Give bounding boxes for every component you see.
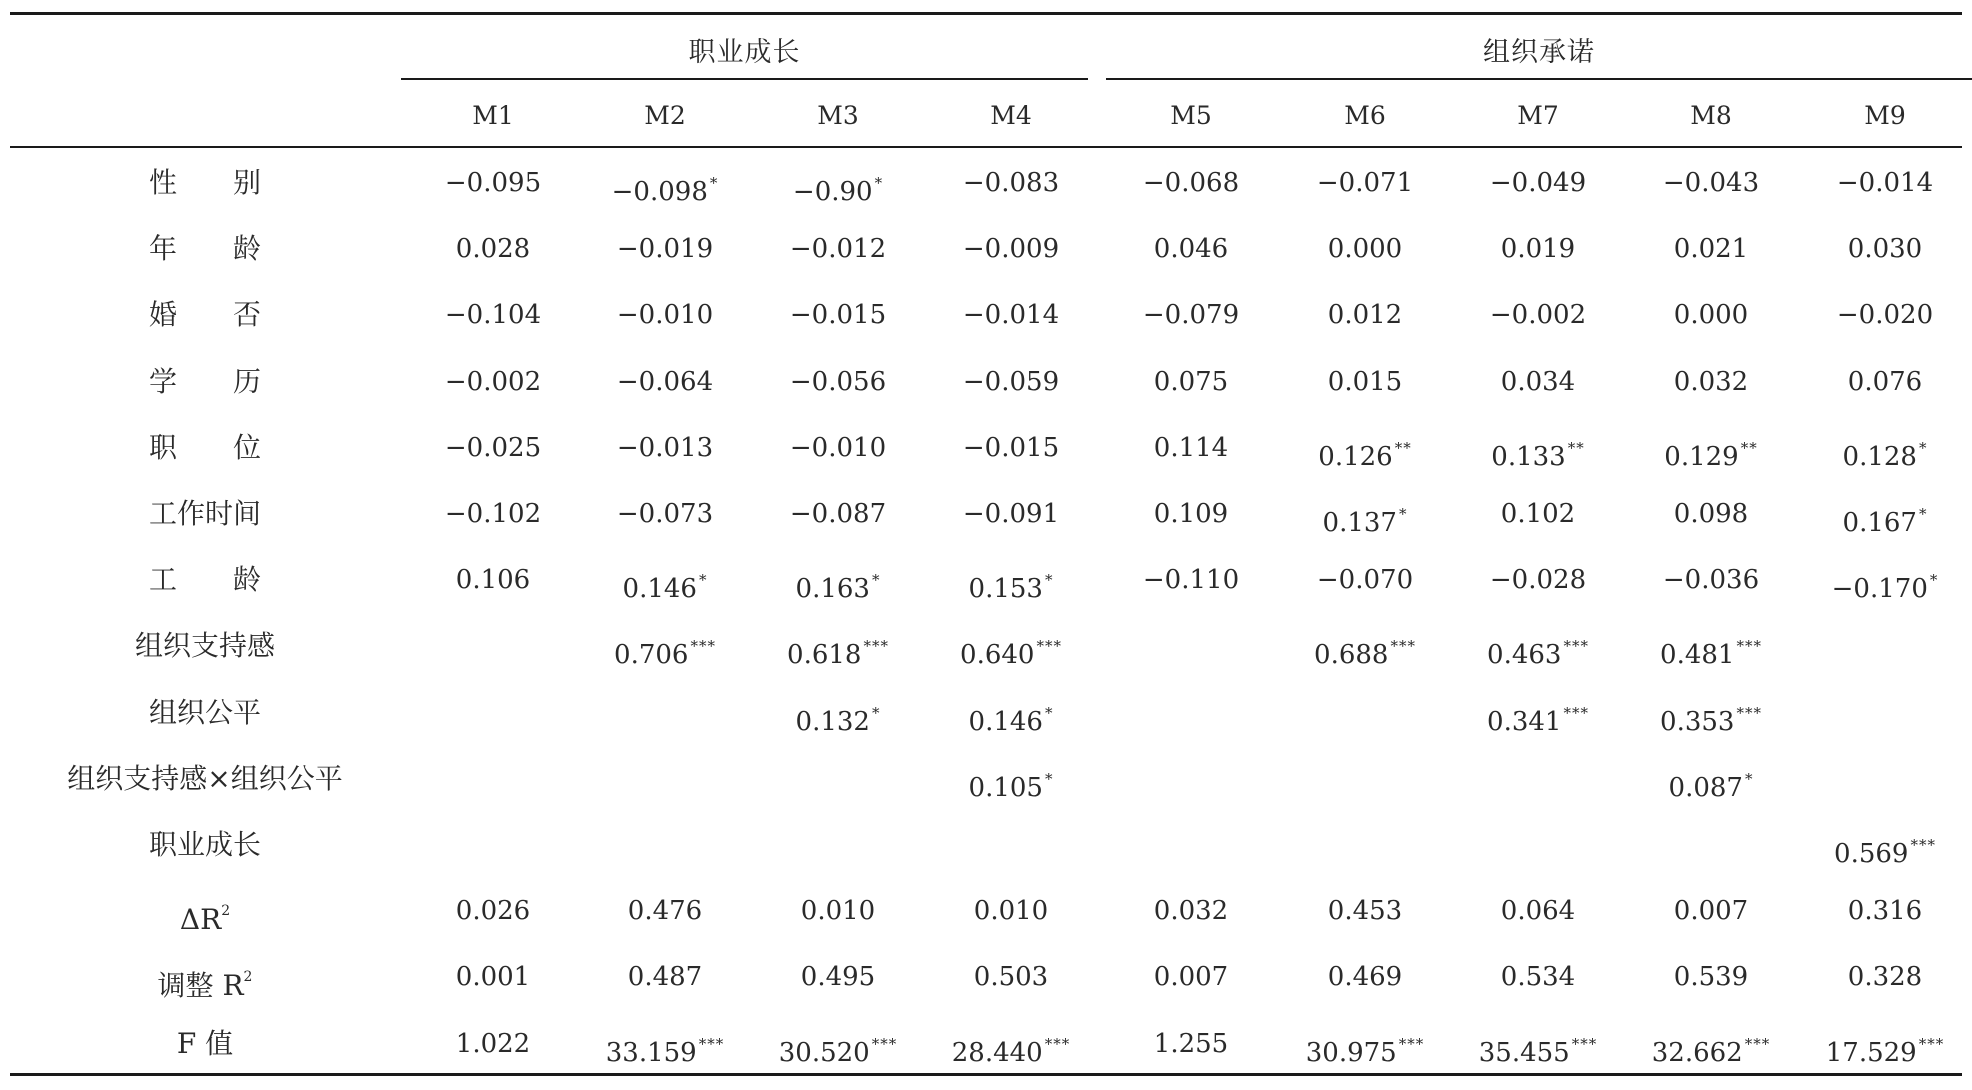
cell-value: 0.688 [1314, 640, 1389, 671]
row-label [30, 494, 380, 534]
cell-value: 0.034 [1500, 366, 1576, 397]
cell-value: 0.618 [787, 640, 862, 671]
header-rule [10, 146, 1962, 148]
cell-value: 0.341 [1487, 706, 1562, 737]
table-cell-m8 [1626, 494, 1796, 534]
table-cell-m8 [1626, 759, 1796, 808]
table-cell-m8 [1626, 428, 1796, 477]
table-cell-m8 [1626, 295, 1796, 335]
table-cell-m3 [753, 295, 923, 335]
cell-value: −0.049 [1489, 168, 1587, 198]
table-cell-m2 [580, 891, 750, 931]
row-label [30, 891, 380, 940]
row-label [30, 957, 380, 1006]
cell-value: 28.440 [951, 1037, 1043, 1068]
row-label-text: ΔR [179, 903, 222, 937]
cell-value: −0.068 [1142, 168, 1240, 198]
table-cell-m4 [926, 428, 1096, 468]
cell-value: 0.032 [1673, 366, 1749, 397]
table-cell-m3 [753, 362, 923, 402]
row-label [30, 825, 380, 865]
table-cell-m8 [1626, 229, 1796, 269]
table-cell-m4 [926, 891, 1096, 931]
table-cell-m4 [926, 295, 1096, 335]
table-cell-m9 [1800, 494, 1970, 543]
cell-value: −0.019 [616, 234, 714, 265]
cell-value: −0.070 [1316, 565, 1414, 596]
significance-marker: *** [1744, 1034, 1771, 1053]
cell-value: 0.353 [1660, 706, 1735, 737]
cell-value: −0.073 [616, 499, 714, 529]
significance-marker: *** [1563, 703, 1589, 722]
cell-value: 33.159 [605, 1037, 697, 1068]
table-cell-m4 [926, 494, 1096, 534]
cell-value: 0.146 [622, 574, 697, 605]
row-label-text: 职 位 [148, 430, 261, 464]
significance-marker: * [871, 703, 881, 722]
cell-value: 0.098 [1673, 499, 1749, 529]
table-cell-m5 [1106, 494, 1276, 534]
cell-value: 0.106 [455, 565, 531, 596]
cell-value: 0.129 [1664, 441, 1739, 472]
table-cell-m4 [926, 957, 1096, 997]
table-cell-m8 [1626, 362, 1796, 402]
column-header-m6: M6 [1344, 101, 1386, 130]
column-header-m8: M8 [1690, 101, 1732, 130]
table-cell-m5 [1106, 229, 1276, 269]
table-cell-m6 [1280, 163, 1450, 203]
cell-value: −0.056 [789, 366, 887, 397]
significance-marker: *** [1390, 637, 1416, 656]
cell-value: 0.076 [1847, 366, 1923, 397]
significance-marker: * [1744, 769, 1754, 788]
cell-value: 17.529 [1825, 1037, 1917, 1068]
table-cell-m3 [753, 693, 923, 742]
row-label-superscript: 2 [221, 903, 231, 920]
cell-value: 0.007 [1153, 962, 1229, 993]
table-cell-m6 [1280, 891, 1450, 931]
cell-value: −0.071 [1316, 168, 1414, 198]
table-cell-m1 [408, 560, 578, 600]
table-cell-m6 [1280, 428, 1450, 477]
table-cell-m8 [1626, 1024, 1796, 1073]
row-label-text: F 值 [176, 1026, 234, 1060]
table-cell-m4 [926, 362, 1096, 402]
significance-marker: * [871, 571, 881, 590]
cell-value: −0.064 [616, 366, 714, 397]
table-cell-m3 [753, 494, 923, 534]
row-label-text: 工作时间 [148, 497, 261, 530]
table-row [0, 229, 1972, 295]
significance-marker: *** [698, 1034, 725, 1053]
cell-value: 0.481 [1660, 640, 1735, 671]
row-label [30, 362, 380, 402]
table-cell-m6 [1280, 362, 1450, 402]
cell-value: 0.126 [1318, 441, 1393, 472]
group-header-org-commitment: 组织承诺 [1483, 37, 1595, 68]
cell-value: −0.083 [962, 168, 1060, 198]
table-cell-m5 [1106, 362, 1276, 402]
cell-value: −0.002 [444, 366, 542, 397]
table-cell-m6 [1280, 229, 1450, 269]
table-row [0, 295, 1972, 361]
cell-value: −0.059 [962, 366, 1060, 397]
table-cell-m7 [1453, 560, 1623, 600]
table-cell-m7 [1453, 362, 1623, 402]
table-cell-m2 [580, 163, 750, 212]
table-cell-m9 [1800, 825, 1970, 874]
table-cell-m9 [1800, 229, 1970, 269]
row-label [30, 295, 380, 335]
group-rule-org-commitment [1106, 78, 1972, 80]
table-cell-m5 [1106, 428, 1276, 468]
significance-marker: *** [1036, 637, 1062, 656]
table-cell-m1 [408, 494, 578, 534]
cell-value: −0.025 [444, 432, 542, 463]
group-header-career-growth: 职业成长 [688, 37, 801, 68]
cell-value: 0.146 [968, 706, 1043, 737]
significance-marker: *** [863, 637, 889, 656]
cell-value: 0.569 [1834, 839, 1909, 869]
row-label-text: 性 别 [148, 166, 261, 199]
table-cell-m8 [1626, 957, 1796, 997]
significance-marker: *** [1736, 703, 1762, 722]
significance-marker: ** [1740, 438, 1758, 457]
cell-value: 0.064 [1500, 896, 1576, 927]
cell-value: −0.043 [1662, 168, 1760, 198]
cell-value: −0.002 [1489, 300, 1587, 331]
row-label-text: 婚 否 [148, 298, 261, 332]
table-cell-m9 [1800, 163, 1970, 203]
table-cell-m6 [1280, 626, 1450, 675]
significance-marker: *** [871, 1034, 898, 1053]
cell-value: 0.167 [1842, 508, 1917, 538]
table-cell-m8 [1626, 891, 1796, 931]
table-cell-m9 [1800, 891, 1970, 931]
table-cell-m3 [753, 957, 923, 997]
column-header-m4: M4 [990, 101, 1032, 130]
significance-marker: *** [1910, 836, 1936, 854]
row-label [30, 229, 380, 269]
cell-value: 0.114 [1153, 432, 1229, 463]
row-label-superscript: 2 [243, 969, 253, 986]
cell-value: 0.019 [1500, 234, 1576, 265]
cell-value: 0.153 [968, 574, 1043, 605]
table-row [0, 891, 1972, 957]
table-cell-m5 [1106, 560, 1276, 600]
table-cell-m7 [1453, 428, 1623, 477]
table-row [0, 428, 1972, 494]
significance-marker: * [874, 174, 884, 192]
significance-marker: *** [1736, 637, 1762, 656]
table-row [0, 163, 1972, 229]
table-cell-m2 [580, 494, 750, 534]
table-cell-m1 [408, 957, 578, 997]
top-rule [10, 12, 1962, 15]
row-label-text: 学 历 [148, 364, 261, 398]
row-label-text: 组织支持感×组织公平 [67, 761, 343, 795]
table-cell-m8 [1626, 163, 1796, 203]
cell-value: 0.463 [1487, 640, 1562, 671]
significance-marker: *** [1398, 1034, 1425, 1053]
row-label [30, 1024, 380, 1064]
significance-marker: * [1918, 505, 1928, 523]
table-cell-m4 [926, 693, 1096, 742]
significance-marker: * [1044, 769, 1054, 788]
cell-value: 0.453 [1327, 896, 1403, 927]
cell-value: 0.534 [1500, 962, 1576, 993]
table-row [0, 957, 1972, 1023]
significance-marker: *** [690, 637, 716, 656]
row-label [30, 693, 380, 733]
table-cell-m6 [1280, 1024, 1450, 1073]
table-cell-m3 [753, 891, 923, 931]
table-cell-m5 [1106, 1024, 1276, 1064]
table-cell-m8 [1626, 560, 1796, 600]
row-label-text: 工 龄 [148, 563, 261, 597]
cell-value: 0.046 [1153, 234, 1229, 265]
table-cell-m9 [1800, 362, 1970, 402]
table-cell-m7 [1453, 891, 1623, 931]
group-rule-career-growth [401, 78, 1088, 80]
cell-value: 0.010 [800, 896, 876, 927]
row-label-text: 职业成长 [148, 828, 261, 861]
significance-marker: * [1044, 703, 1054, 722]
significance-marker: *** [1563, 637, 1589, 656]
table-cell-m3 [753, 163, 923, 212]
column-header-m3: M3 [817, 101, 859, 130]
significance-marker: * [709, 174, 719, 192]
table-cell-m7 [1453, 957, 1623, 997]
cell-value: 0.163 [795, 574, 870, 605]
row-label [30, 163, 380, 203]
cell-value: 0.487 [627, 962, 703, 993]
table-cell-m9 [1800, 957, 1970, 997]
cell-value: 0.010 [973, 896, 1049, 927]
cell-value: −0.015 [789, 300, 887, 331]
cell-value: −0.015 [962, 432, 1060, 463]
row-label [30, 428, 380, 468]
table-cell-m2 [580, 362, 750, 402]
cell-value: 0.132 [795, 706, 870, 737]
table-cell-m3 [753, 428, 923, 468]
table-cell-m2 [580, 428, 750, 468]
cell-value: 0.316 [1847, 896, 1923, 927]
table-cell-m7 [1453, 229, 1623, 269]
table-cell-m8 [1626, 693, 1796, 742]
table-cell-m7 [1453, 494, 1623, 534]
table-cell-m5 [1106, 295, 1276, 335]
significance-marker: *** [1044, 1034, 1071, 1053]
table-cell-m2 [580, 957, 750, 997]
row-label-text: 组织支持感 [134, 629, 275, 663]
cell-value: 0.032 [1153, 896, 1229, 927]
row-label-text: 年 龄 [148, 232, 261, 266]
table-cell-m6 [1280, 957, 1450, 997]
table-cell-m9 [1800, 295, 1970, 335]
table-cell-m6 [1280, 560, 1450, 600]
significance-marker: *** [1918, 1034, 1945, 1053]
table-cell-m3 [753, 1024, 923, 1073]
cell-value: 0.026 [455, 896, 531, 927]
table-cell-m7 [1453, 626, 1623, 675]
table-cell-m9 [1800, 428, 1970, 477]
cell-value: −0.036 [1662, 565, 1760, 596]
cell-value: −0.087 [789, 499, 887, 529]
table-cell-m1 [408, 163, 578, 203]
cell-value: 35.455 [1478, 1037, 1570, 1068]
table-cell-m2 [580, 229, 750, 269]
cell-value: 0.495 [800, 962, 876, 993]
cell-value: −0.014 [1836, 168, 1934, 198]
cell-value: 0.503 [973, 962, 1049, 993]
cell-value: 0.128 [1842, 441, 1917, 472]
table-row [0, 626, 1972, 692]
significance-marker: * [1929, 571, 1939, 590]
cell-value: 0.640 [960, 640, 1035, 671]
cell-value: −0.028 [1489, 565, 1587, 596]
column-header-m1: M1 [472, 101, 514, 130]
table-cell-m5 [1106, 891, 1276, 931]
table-row [0, 693, 1972, 759]
table-cell-m5 [1106, 957, 1276, 997]
table-cell-m3 [753, 229, 923, 269]
cell-value: −0.098 [611, 177, 708, 207]
table-cell-m6 [1280, 494, 1450, 543]
table-cell-m4 [926, 1024, 1096, 1073]
table-cell-m3 [753, 626, 923, 675]
table-cell-m5 [1106, 163, 1276, 203]
table-cell-m4 [926, 626, 1096, 675]
table-cell-m7 [1453, 693, 1623, 742]
cell-value: −0.012 [789, 234, 887, 265]
table-cell-m4 [926, 163, 1096, 203]
significance-marker: * [1044, 571, 1054, 590]
table-cell-m4 [926, 560, 1096, 609]
table-cell-m7 [1453, 163, 1623, 203]
table-cell-m8 [1626, 626, 1796, 675]
cell-value: 0.012 [1327, 300, 1403, 331]
table-cell-m2 [580, 560, 750, 609]
table-row [0, 362, 1972, 428]
cell-value: 0.476 [627, 896, 703, 927]
cell-value: −0.90 [792, 177, 873, 207]
cell-value: −0.020 [1836, 300, 1934, 331]
table-cell-m3 [753, 560, 923, 609]
cell-value: 1.255 [1153, 1028, 1229, 1059]
table-cell-m2 [580, 295, 750, 335]
table-cell-m2 [580, 626, 750, 675]
cell-value: 0.000 [1327, 234, 1403, 265]
table-row [0, 494, 1972, 560]
cell-value: 0.137 [1322, 508, 1397, 538]
cell-value: 0.087 [1668, 772, 1743, 803]
cell-value: 0.102 [1500, 499, 1576, 529]
significance-marker: * [1398, 505, 1408, 523]
table-cell-m1 [408, 428, 578, 468]
column-header-m9: M9 [1864, 101, 1906, 130]
table-cell-m1 [408, 229, 578, 269]
cell-value: −0.010 [616, 300, 714, 331]
row-label-text: 调整 R [157, 969, 244, 1003]
cell-value: 0.030 [1847, 234, 1923, 265]
cell-value: −0.110 [1142, 565, 1240, 596]
row-label [30, 560, 380, 600]
significance-marker: ** [1567, 438, 1585, 457]
cell-value: 0.000 [1673, 300, 1749, 331]
cell-value: 0.028 [455, 234, 531, 265]
cell-value: 30.520 [778, 1037, 870, 1068]
column-header-m5: M5 [1170, 101, 1212, 130]
row-label-text: 组织公平 [148, 695, 261, 729]
table-row [0, 825, 1972, 891]
cell-value: −0.095 [444, 168, 542, 198]
cell-value: −0.170 [1831, 574, 1928, 605]
cell-value: −0.014 [962, 300, 1060, 331]
table-cell-m6 [1280, 295, 1450, 335]
cell-value: 0.539 [1673, 962, 1749, 993]
cell-value: −0.010 [789, 432, 887, 463]
cell-value: 0.007 [1673, 896, 1749, 927]
cell-value: 0.469 [1327, 962, 1403, 993]
table-cell-m2 [580, 1024, 750, 1073]
cell-value: 30.975 [1305, 1037, 1397, 1068]
significance-marker: * [698, 571, 708, 590]
table-cell-m1 [408, 1024, 578, 1064]
table-cell-m9 [1800, 1024, 1970, 1073]
cell-value: 0.021 [1673, 234, 1749, 265]
cell-value: 32.662 [1651, 1037, 1743, 1068]
cell-value: −0.013 [616, 432, 714, 463]
table-cell-m9 [1800, 560, 1970, 609]
significance-marker: * [1918, 438, 1928, 457]
table-cell-m4 [926, 229, 1096, 269]
table-cell-m7 [1453, 295, 1623, 335]
row-label [30, 759, 380, 799]
cell-value: 0.075 [1153, 366, 1229, 397]
significance-marker: ** [1394, 438, 1412, 457]
cell-value: 0.001 [455, 962, 531, 993]
bottom-rule [10, 1073, 1962, 1076]
table-row [0, 560, 1972, 626]
cell-value: 0.105 [968, 772, 1043, 803]
cell-value: 0.109 [1153, 499, 1229, 529]
cell-value: 0.133 [1491, 441, 1566, 472]
table-cell-m4 [926, 759, 1096, 808]
cell-value: 0.015 [1327, 366, 1403, 397]
cell-value: 1.022 [455, 1028, 531, 1059]
cell-value: 0.706 [614, 640, 689, 671]
table-cell-m1 [408, 362, 578, 402]
row-label [30, 626, 380, 666]
cell-value: 0.328 [1847, 962, 1923, 993]
column-header-m2: M2 [644, 101, 686, 130]
table-cell-m7 [1453, 1024, 1623, 1073]
significance-marker: *** [1571, 1034, 1598, 1053]
cell-value: −0.104 [444, 300, 542, 331]
table-cell-m1 [408, 295, 578, 335]
cell-value: −0.009 [962, 234, 1060, 265]
cell-value: −0.079 [1142, 300, 1240, 331]
column-header-m7: M7 [1517, 101, 1559, 130]
cell-value: −0.091 [962, 499, 1060, 529]
table-cell-m1 [408, 891, 578, 931]
table-row [0, 759, 1972, 825]
cell-value: −0.102 [444, 499, 542, 529]
